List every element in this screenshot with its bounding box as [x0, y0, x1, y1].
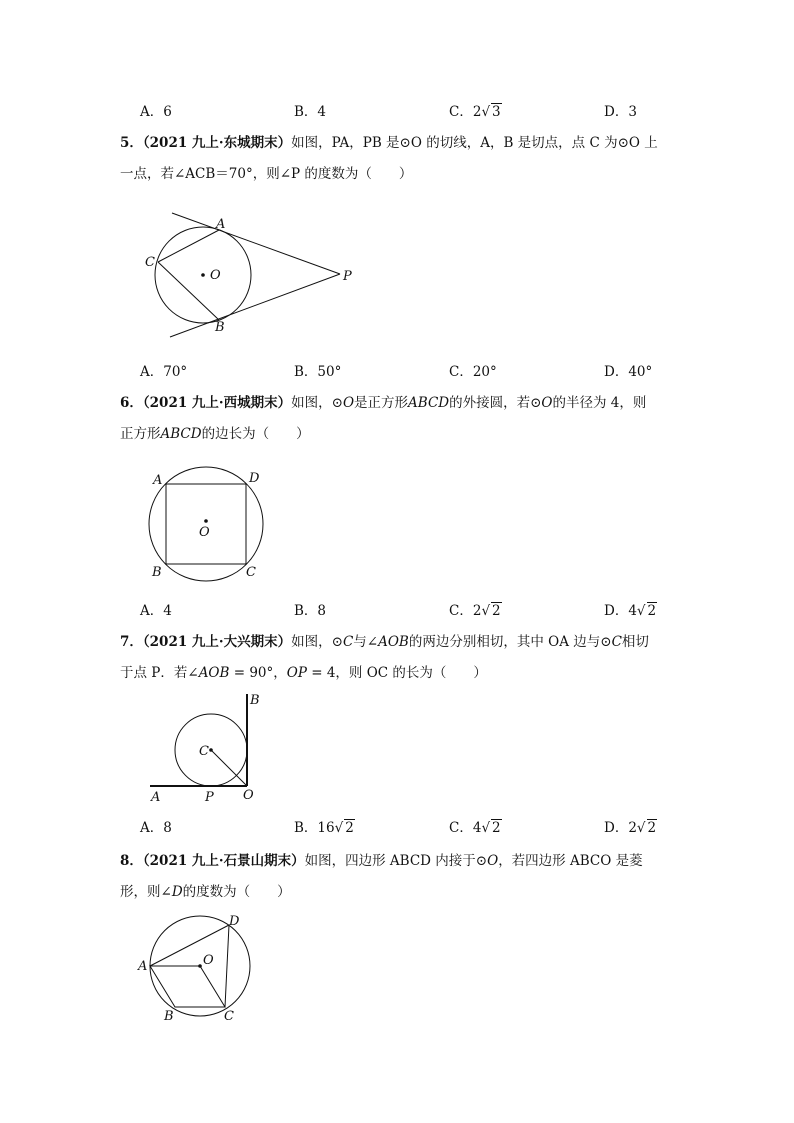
q8-label-a: A — [138, 959, 148, 974]
q5-label-a: A — [216, 217, 226, 232]
q5-source: （2021 九上·东城期末） — [142, 135, 292, 151]
q5-text-line2: 一点，若∠ACB＝70°，则∠P 的度数为（ ） — [120, 166, 413, 182]
q7-source: （2021 九上·大兴期末） — [142, 634, 292, 650]
q6-label-a: A — [153, 473, 163, 488]
q5-label-c: C — [145, 255, 155, 270]
q7-label-a: A — [151, 790, 161, 805]
q5-option-c[interactable]: C．20° — [449, 364, 497, 380]
q5-label-p: P — [343, 269, 352, 284]
q8-chord-dc — [225, 925, 229, 1007]
q5-label-o: O — [210, 268, 221, 283]
q4-option-a[interactable]: A．6 — [140, 104, 172, 120]
q6-text-line2: 正方形ABCD的边长为（ ） — [120, 426, 310, 442]
q6-label-o: O — [199, 525, 210, 540]
q8-source: （2021 九上·石景山期末） — [142, 853, 305, 869]
q7-text-line1: 7．（2021 九上·大兴期末）如图，⊙C与∠AOB的两边分别相切，其中 OA 边与⊙C相切 — [120, 634, 649, 650]
q6-option-d[interactable]: D．4√ 2 — [604, 603, 657, 619]
q7-number: 7． — [120, 634, 143, 650]
q7-option-c[interactable]: C．4√ 2 — [449, 820, 501, 836]
q6-label-d: D — [249, 471, 260, 486]
q4-option-b[interactable]: B．4 — [294, 104, 327, 120]
q5-text-line1: 5．（2021 九上·东城期末）如图，PA，PB 是⊙O 的切线，A，B 是切点，点 C 为⊙O 上 — [120, 135, 658, 151]
q7-label-c: C — [199, 744, 209, 759]
q8-text-line2: 形，则∠D的度数为（ ） — [120, 884, 291, 900]
q8-chord-ad — [150, 925, 229, 966]
q6-source: （2021 九上·西城期末） — [142, 395, 292, 411]
q8-center-dot — [198, 964, 202, 968]
q7-text-line2: 于点 P．若∠AOB = 90°，OP = 4，则 OC 的长为（ ） — [120, 665, 487, 681]
q8-label-o: O — [203, 953, 214, 968]
q5-option-a[interactable]: A．70° — [140, 364, 188, 380]
q8-number: 8． — [120, 853, 143, 869]
q8-text-line1: 8．（2021 九上·石景山期末）如图，四边形 ABCD 内接于⊙O，若四边形 ABCO 是菱 — [120, 853, 643, 869]
q5-label-b: B — [215, 320, 225, 335]
q7-label-p: P — [205, 790, 214, 805]
q8-label-c: C — [224, 1009, 234, 1024]
q6-option-b[interactable]: B．8 — [294, 603, 327, 619]
q6-number: 6． — [120, 395, 143, 411]
q5-number: 5． — [120, 135, 143, 151]
q4-option-c[interactable]: C．2√ 3 — [449, 104, 501, 120]
q4-option-d[interactable]: D．3 — [604, 104, 637, 120]
q7-option-b[interactable]: B．16√ 2 — [294, 820, 354, 836]
q7-label-o: O — [243, 788, 254, 803]
q6-option-a[interactable]: A．4 — [140, 603, 172, 619]
q5-option-b[interactable]: B．50° — [294, 364, 342, 380]
q7-option-d[interactable]: D．2√ 2 — [604, 820, 657, 836]
q8-label-d: D — [229, 914, 240, 929]
q6-text-line1: 6．（2021 九上·西城期末）如图，⊙O是正方形ABCD的外接圆，若⊙O的半径为 4，则 — [120, 395, 647, 411]
q6-label-b: B — [152, 565, 162, 580]
q8-rhombus-abco — [150, 966, 225, 1007]
q5-option-d[interactable]: D．40° — [604, 364, 653, 380]
q6-label-c: C — [246, 565, 256, 580]
q7-label-b: B — [250, 693, 260, 708]
q6-option-c[interactable]: C．2√ 2 — [449, 603, 501, 619]
q7-option-a[interactable]: A．8 — [140, 820, 172, 836]
q8-label-b: B — [164, 1009, 174, 1024]
